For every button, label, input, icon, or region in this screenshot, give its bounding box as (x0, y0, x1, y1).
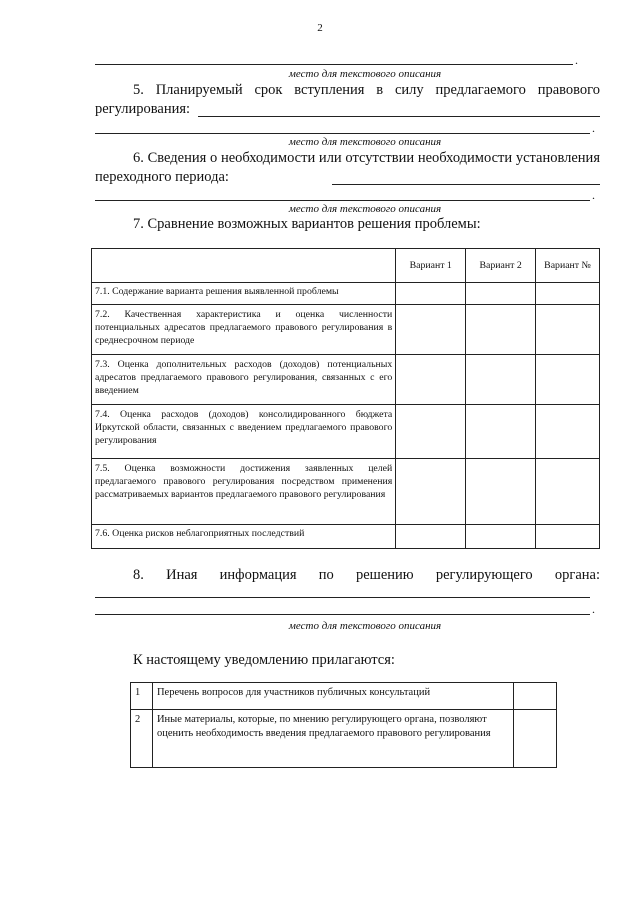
table-cell[interactable] (396, 283, 466, 305)
column-header-variant-2: Вариант 2 (466, 249, 536, 283)
table-cell[interactable] (466, 305, 536, 355)
table-cell[interactable] (466, 405, 536, 459)
attachment-text: Перечень вопросов для участников публичных консультаций (152, 683, 513, 710)
table-cell[interactable] (466, 355, 536, 405)
table-cell[interactable] (466, 525, 536, 549)
attachments-table (130, 682, 557, 768)
section-8-text-line[interactable] (95, 597, 590, 598)
section-8-text-line[interactable] (95, 614, 590, 615)
section-5-input-line[interactable] (198, 116, 600, 117)
section-6-text-line[interactable] (95, 200, 590, 201)
table-cell[interactable] (396, 305, 466, 355)
column-header-variant-1: Вариант 1 (396, 249, 466, 283)
attachments-heading: К настоящему уведомлению прилагаются: (133, 652, 395, 668)
section-5-text: 5. Планируемый срок вступления в силу предлагаемого правового регулирования: (95, 82, 600, 117)
text-line[interactable] (95, 64, 573, 65)
table-cell[interactable] (466, 459, 536, 525)
row-label: 7.2. Качественная характеристика и оценка численности потенциальных адресатов предлагаемого правового регулирования в среднесрочном периоде (92, 305, 396, 355)
attachment-number: 2 (131, 710, 153, 768)
table-row (131, 710, 557, 768)
table-cell[interactable] (396, 405, 466, 459)
table-row (92, 283, 600, 305)
placeholder-caption: место для текстового описания (288, 68, 442, 80)
table-cell[interactable] (396, 355, 466, 405)
table-cell[interactable] (536, 283, 600, 305)
section-6-input-line[interactable] (332, 184, 600, 185)
placeholder-caption: место для текстового описания (288, 620, 442, 632)
table-header-empty (92, 249, 396, 283)
comparison-table (91, 248, 600, 549)
table-cell[interactable] (536, 459, 600, 525)
attachment-text: Иные материалы, которые, по мнению регулирующего органа, позволяют оценить необходимость введения предлагаемого правового регулирования (152, 710, 513, 768)
section-5-text-line[interactable] (95, 133, 590, 134)
column-header-variant-n: Вариант № (536, 249, 600, 283)
table-row (131, 683, 557, 710)
page-number: 2 (317, 22, 323, 34)
section-8-text: 8. Иная информация по решению регулирующего органа: (133, 567, 600, 583)
line-end-dot: . (592, 121, 595, 135)
table-cell[interactable] (536, 305, 600, 355)
section-6 (95, 149, 600, 187)
attachment-number: 1 (131, 683, 153, 710)
placeholder-caption: место для текстового описания (288, 203, 442, 215)
table-header-row (92, 249, 600, 283)
table-cell[interactable] (536, 355, 600, 405)
line-end-dot: . (575, 53, 578, 67)
attachment-cell[interactable] (514, 683, 557, 710)
table-row (92, 305, 600, 355)
table-row (92, 405, 600, 459)
line-end-dot: . (592, 188, 595, 202)
table-cell[interactable] (536, 525, 600, 549)
table-row (92, 525, 600, 549)
row-label: 7.3. Оценка дополнительных расходов (доходов) потенциальных адресатов предлагаемого правового регулирования, связанных с его введением (92, 355, 396, 405)
section-5 (95, 81, 600, 119)
table-cell[interactable] (466, 283, 536, 305)
table-row (92, 355, 600, 405)
attachment-cell[interactable] (514, 710, 557, 768)
placeholder-caption: место для текстового описания (288, 136, 442, 148)
row-label: 7.4. Оценка расходов (доходов) консолидированного бюджета Иркутской области, связанных с введением предлагаемого правового регулирования (92, 405, 396, 459)
table-row (92, 459, 600, 525)
line-end-dot: . (592, 602, 595, 616)
section-7-heading: 7. Сравнение возможных вариантов решения проблемы: (133, 216, 481, 232)
row-label: 7.5. Оценка возможности достижения заявленных целей предлагаемого правового регулирования посредством применения рассматриваемых вариантов предлагаемого правового регулирования (92, 459, 396, 525)
row-label: 7.1. Содержание варианта решения выявленной проблемы (92, 283, 396, 305)
section-6-text: 6. Сведения о необходимости или отсутствии необходимости установления переходного периода: (95, 150, 600, 185)
row-label: 7.6. Оценка рисков неблагоприятных последствий (92, 525, 396, 549)
table-cell[interactable] (536, 405, 600, 459)
table-cell[interactable] (396, 459, 466, 525)
table-cell[interactable] (396, 525, 466, 549)
